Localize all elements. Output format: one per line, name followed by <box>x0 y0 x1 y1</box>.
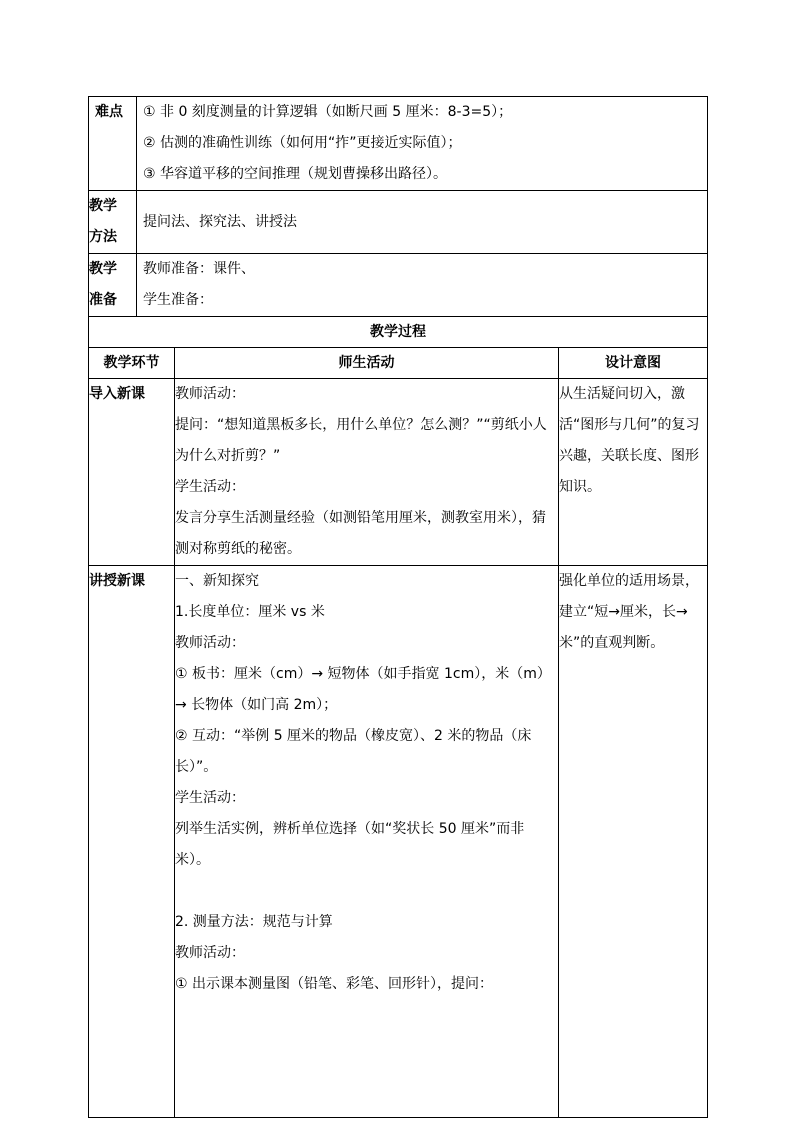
lecture-activity <box>175 566 559 1118</box>
preparation-label-line2: 准备 <box>89 292 117 308</box>
column-header-activity: 师生活动 <box>175 348 559 379</box>
lecture-activity-line: ① 板书：厘米（cm）→ 短物体（如手指宽 1cm），米（m）→ 长物体（如门高 2m）； <box>175 666 551 713</box>
preparation-label <box>89 254 137 317</box>
lecture-intent: 强化单位的适用场景，建立“短→厘米，长→米”的直观判断。 <box>559 566 708 1118</box>
lecture-row <box>89 566 708 1118</box>
difficulty-label: 难点 <box>89 97 137 191</box>
paragraph-gap <box>175 876 558 907</box>
methods-row <box>89 191 708 254</box>
column-header-intent: 设计意图 <box>559 348 708 379</box>
methods-label-line1: 教学 <box>89 198 117 214</box>
difficulty-item: ③ 华容道平移的空间推理（规划曹操移出路径）。 <box>143 166 447 182</box>
methods-content <box>137 191 708 254</box>
intro-activity-line: 学生活动： <box>175 479 245 495</box>
lecture-activity-line: 2. 测量方法：规范与计算 <box>175 914 333 930</box>
lecture-stage: 讲授新课 <box>89 573 145 589</box>
teacher-preparation: 教师准备：课件、 <box>143 261 255 277</box>
lecture-activity-line: 一、新知探究 <box>175 573 259 589</box>
intro-intent: 从生活疑问切入，激活“图形与几何”的复习兴趣，关联长度、图形知识。 <box>559 379 708 566</box>
intro-activity-line: 教师活动： <box>175 386 245 402</box>
methods-label-line2: 方法 <box>89 229 117 245</box>
process-title: 教学过程 <box>89 317 708 348</box>
lesson-plan-table <box>88 96 708 1118</box>
difficulty-item: ① 非 0 刻度测量的计算逻辑（如断尺画 5 厘米：8-3=5）； <box>143 104 513 120</box>
difficulty-content <box>137 97 708 191</box>
difficulty-row <box>89 97 708 191</box>
intro-activity-line: 提问：“想知道黑板多长，用什么单位？怎么测？”“剪纸小人为什么对折剪？” <box>175 417 547 464</box>
difficulty-item: ② 估测的准确性训练（如何用“拃”更接近实际值）； <box>143 135 462 151</box>
intro-row <box>89 379 708 566</box>
lecture-activity-line: 学生活动： <box>175 790 245 806</box>
lecture-activity-line: 教师活动： <box>175 635 245 651</box>
lecture-stage-cell <box>89 566 175 1118</box>
preparation-content <box>137 254 708 317</box>
process-header-row <box>89 348 708 379</box>
lecture-activity-line: ① 出示课本测量图（铅笔、彩笔、回形针），提问： <box>175 976 493 992</box>
student-preparation: 学生准备： <box>143 292 213 308</box>
column-header-stage: 教学环节 <box>89 348 175 379</box>
lecture-activity-line: ② 互动：“举例 5 厘米的物品（橡皮宽）、2 米的物品（床长）”。 <box>175 728 532 775</box>
preparation-label-line1: 教学 <box>89 261 117 277</box>
intro-stage: 导入新课 <box>89 379 175 566</box>
methods-value: 提问法、探究法、讲授法 <box>143 213 297 230</box>
methods-label <box>89 191 137 254</box>
intro-activity-line: 发言分享生活测量经验（如测铅笔用厘米，测教室用米），猜测对称剪纸的秘密。 <box>175 510 546 557</box>
intro-activity <box>175 379 559 566</box>
lecture-activity-line: 列举生活实例，辨析单位选择（如“奖状长 50 厘米”而非米）。 <box>175 821 525 868</box>
lecture-activity-line: 1.长度单位：厘米 vs 米 <box>175 604 325 620</box>
preparation-row <box>89 254 708 317</box>
lecture-activity-line: 教师活动： <box>175 945 245 961</box>
process-title-row <box>89 317 708 348</box>
